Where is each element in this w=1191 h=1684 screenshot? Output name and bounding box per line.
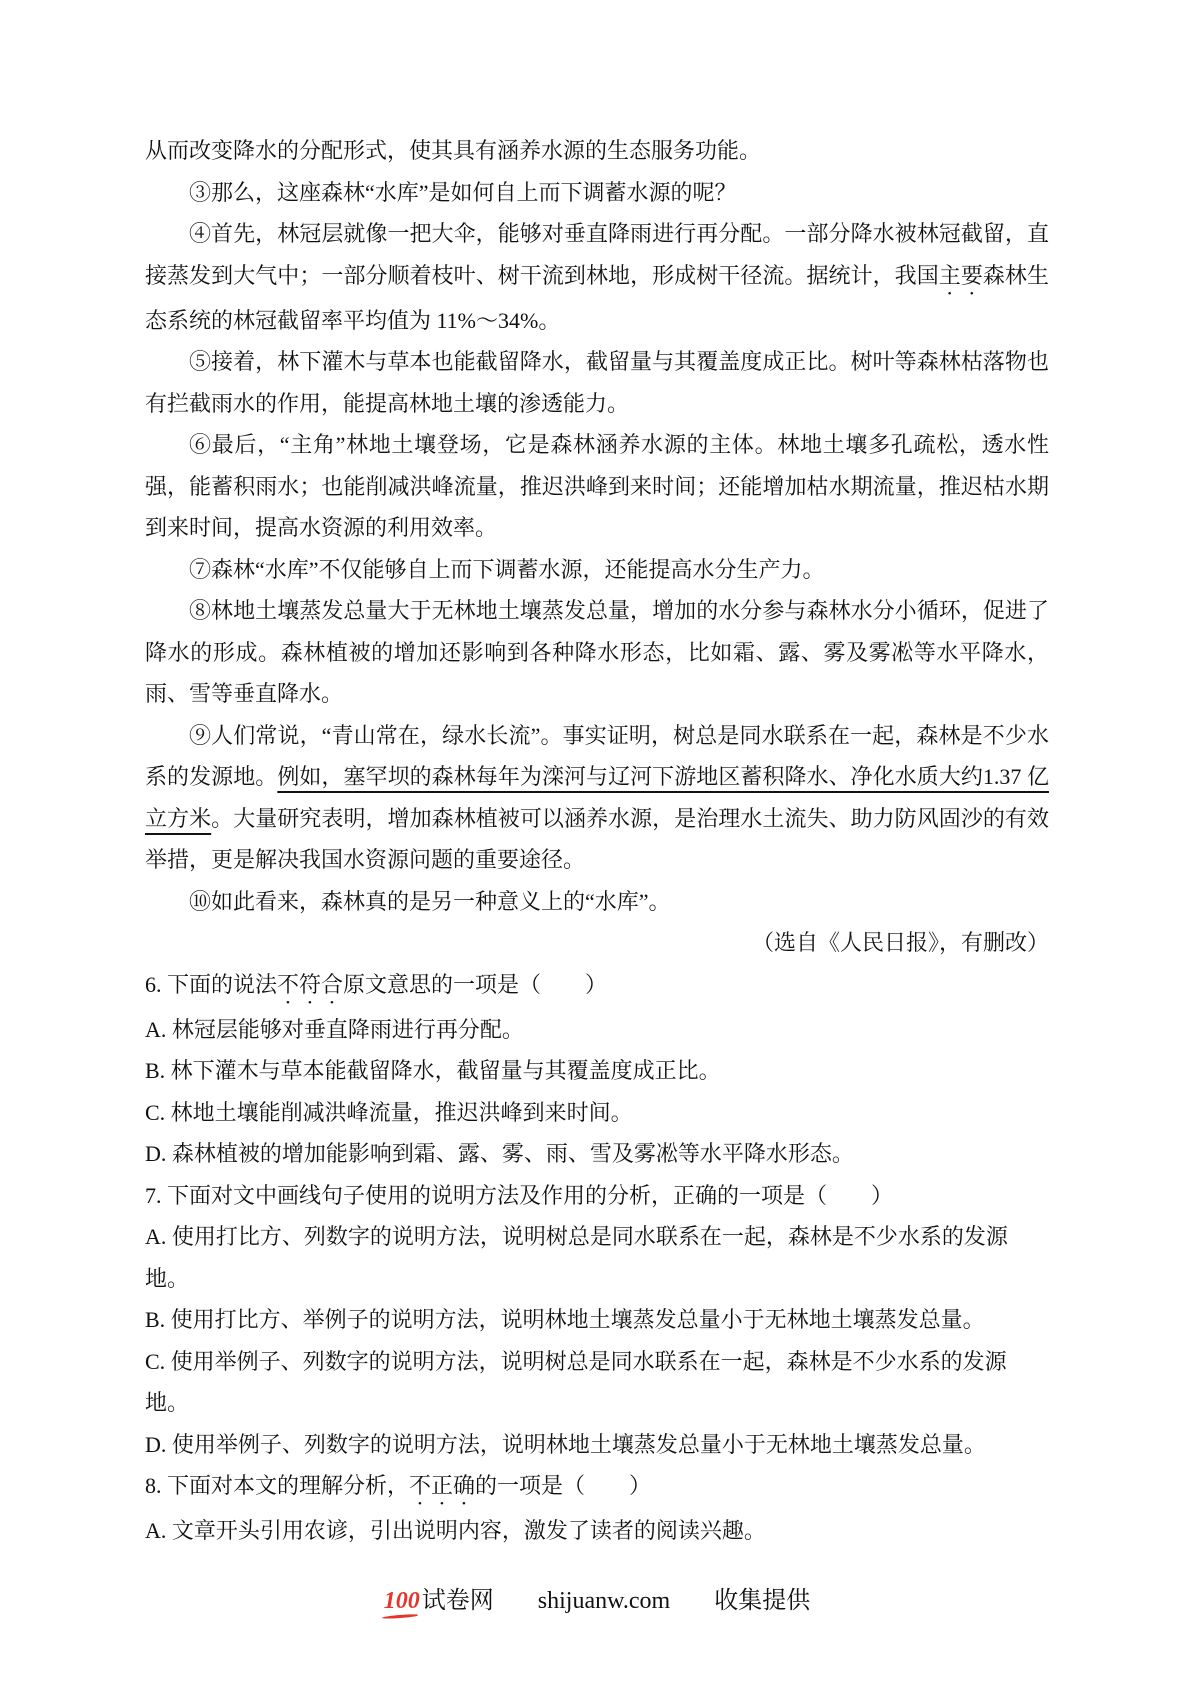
- paragraph-10: ⑩如此看来，森林真的是另一种意义上的“水库”。: [189, 888, 671, 914]
- shijuanw-logo: [384, 1588, 494, 1614]
- paragraph-9-text: ⑨人们常说，“青山常在，绿水长流”。事实证明，树总是同水联系在一起，森林是不少水系的发源地。: [145, 722, 1049, 789]
- underlined-example-sentence: 例如，塞罕坝的森林每年为滦河与辽河下游地区蓄积降水、净化水质大约1.37 亿立方米: [145, 764, 1049, 831]
- footer-suffix: 收集提供: [714, 1587, 811, 1614]
- paragraph-4-text: ④首先，林冠层就像一把大伞，能够对垂直降雨进行再分配。一部分降水被林冠截留，直接蒸发到大气中；一部分顺着枝叶、树干流到林地，形成树干径流。据统计，我国: [145, 221, 1049, 288]
- footer-domain: shijuanw.com: [537, 1587, 671, 1614]
- paragraph-5: ⑤接着，林下灌木与草本也能截留降水，截留量与其覆盖度成正比。树叶等森林枯落物也有拦截雨水的作用，能提高林地土壤的渗透能力。: [145, 349, 1049, 416]
- emphasis-dots-bufuhe: 不符合: [277, 971, 344, 997]
- paragraph-9: [145, 715, 1049, 881]
- paragraph-6: ⑥最后，“主角”林地土壤登场，它是森林涵养水源的主体。林地土壤多孔疏松，透水性强，能蓄积雨水；也能削减洪峰流量，推迟洪峰到来时间；还能增加枯水期流量，推迟枯水期到来时间，提高水资源的利用效率。: [145, 432, 1049, 540]
- paragraph-4-text-after: 森林生态系统的林冠截留率平均值为 11%～34%。: [145, 262, 1049, 333]
- emphasis-dots-zhuyao: 主要: [938, 262, 983, 288]
- questions-section: [145, 964, 1049, 1552]
- logo-100-icon: 100: [384, 1584, 422, 1618]
- paragraph-9-text-after: 。大量研究表明，增加森林植被可以涵养水源，是治理水土流失、助力防风固沙的有效举措，更是解决我国水资源问题的重要途径。: [145, 805, 1049, 872]
- question-6-stem: [145, 964, 1049, 1009]
- question-8-text: 8. 下面对本文的理解分析，: [145, 1473, 410, 1498]
- q8-option-a: A. 文章开头引用农谚，引出说明内容，激发了读者的阅读兴趣。: [145, 1518, 766, 1543]
- question-6-text: 6. 下面的说法: [145, 971, 278, 997]
- q7-option-a: A. 使用打比方、列数字的说明方法，说明树总是同水联系在一起，森林是不少水系的发源地。: [145, 1224, 1008, 1291]
- q7-option-c: C. 使用举例子、列数字的说明方法，说明树总是同水联系在一起，森林是不少水系的发源地。: [145, 1348, 1007, 1415]
- q6-option-b: B. 林下灌木与草本能截留降水，截留量与其覆盖度成正比。: [145, 1058, 721, 1083]
- logo-text: 试卷网: [421, 1587, 494, 1614]
- question-8-stem: [145, 1465, 1049, 1510]
- paragraph-7: ⑦森林“水库”不仅能够自上而下调蓄水源，还能提高水分生产力。: [189, 556, 825, 582]
- q7-option-d: D. 使用举例子、列数字的说明方法，说明林地土壤蒸发总量小于无林地土壤蒸发总量。: [145, 1431, 986, 1457]
- source-attribution: （选自《人民日报》，有删改）: [751, 930, 1049, 955]
- q6-option-c: C. 林地土壤能削减洪峰流量，推迟洪峰到来时间。: [145, 1099, 633, 1125]
- article-body: [145, 130, 1049, 922]
- q7-option-b: B. 使用打比方、举例子的说明方法，说明林地土壤蒸发总量小于无林地土壤蒸发总量。: [145, 1307, 985, 1332]
- paragraph-4: [145, 213, 1049, 341]
- question-6-text-after: 原文意思的一项是（ ）: [343, 971, 608, 997]
- q6-option-a: A. 林冠层能够对垂直降雨进行再分配。: [145, 1016, 524, 1042]
- page-footer: [145, 1584, 1049, 1618]
- question-8-text-after: 的一项是（ ）: [475, 1473, 652, 1498]
- emphasis-dots-buzhengque: 不正确: [409, 1473, 476, 1498]
- paragraph-3: ③那么，这座森林“水库”是如何自上而下调蓄水源的呢？: [189, 179, 737, 205]
- paragraph-8: ⑧林地土壤蒸发总量大于无林地土壤蒸发总量，增加的水分参与森林水分小循环，促进了降水的形成。森林植被的增加还影响到各种降水形态，比如霜、露、雾及雾凇等水平降水，雨、雪等垂直降水。: [145, 598, 1049, 706]
- paragraph-2-continuation: 从而改变降水的分配形式，使其具有涵养水源的生态服务功能。: [145, 138, 762, 163]
- q6-option-d: D. 森林植被的增加能影响到霜、露、雾、雨、雪及雾凇等水平降水形态。: [145, 1141, 854, 1166]
- question-7-stem: 7. 下面对文中画线句子使用的说明方法及作用的分析，正确的一项是（ ）: [145, 1182, 894, 1208]
